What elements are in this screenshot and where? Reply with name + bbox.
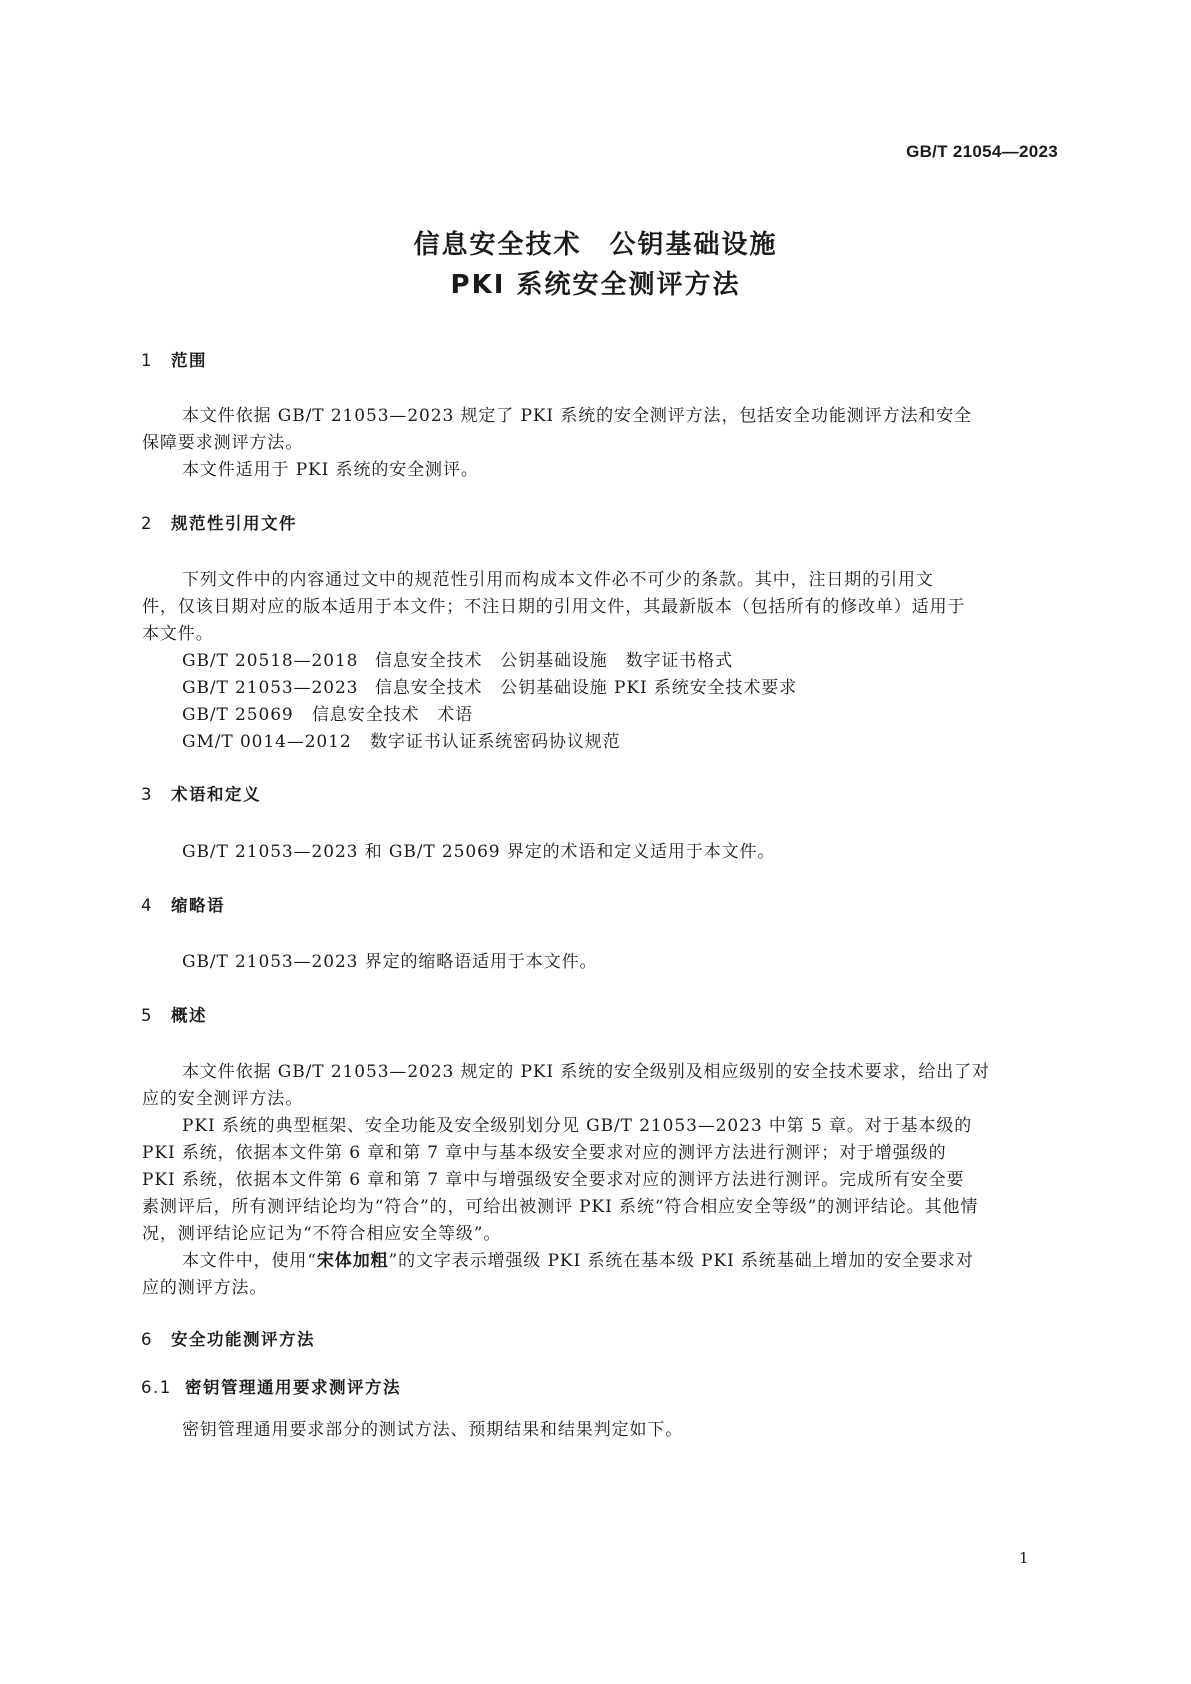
section-title: 术语和定义 [171, 785, 261, 804]
paragraph-line [182, 1246, 974, 1271]
reference-code: GM/T 0014—2012 [182, 732, 352, 752]
normative-reference [182, 646, 733, 671]
reference-code: GB/T 20518—2018 [182, 651, 359, 671]
section-title: 概述 [171, 1006, 207, 1025]
paragraph-line: PKI 系统，依据本文件第 6 章和第 7 章中与基本级安全要求对应的测评方法进行测评；对于增强级的 [142, 1143, 947, 1163]
paragraph-line: PKI 系统的典型框架、安全功能及安全级别划分见 GB/T 21053—2023 中第 5 章。对于基本级的 [182, 1116, 973, 1136]
paragraph-line: 密钥管理通用要求部分的测试方法、预期结果和结果判定如下。 [182, 1420, 684, 1440]
section-4-heading [141, 892, 225, 916]
section-number: 3 [141, 785, 153, 804]
paragraph-line: 保障要求测评方法。 [142, 433, 304, 453]
paragraph-line: 素测评后，所有测评结论均为“符合”的，可给出被测评 PKI 系统“符合相应安全等级”的测评结论。其他情 [142, 1197, 979, 1217]
bold-text-run: 宋体加粗 [316, 1251, 389, 1271]
paragraph-line: 下列文件中的内容通过文中的规范性引用而构成本文件必不可少的条款。其中，注日期的引用文 [182, 570, 934, 590]
document-title-line2: PKI 系统安全测评方法 [450, 270, 741, 300]
normative-reference [182, 700, 473, 725]
section-number: 2 [141, 514, 153, 533]
paragraph-line: GB/T 21053—2023 界定的缩略语适用于本文件。 [182, 952, 598, 972]
normative-reference [182, 727, 621, 752]
section-title: 缩略语 [171, 896, 225, 915]
paragraph-line: 本文件依据 GB/T 21053—2023 规定的 PKI 系统的安全级别及相应级别的安全技术要求，给出了对 [182, 1062, 990, 1082]
paragraph-line: 本文件。 [142, 624, 214, 644]
section-title: 范围 [171, 351, 207, 370]
text-run: ”的文字表示增强级 PKI 系统在基本级 PKI 系统基础上增加的安全要求对 [388, 1251, 974, 1271]
section-number: 6 [141, 1330, 153, 1349]
reference-code: GB/T 25069 [182, 705, 294, 725]
paragraph-line: GB/T 21053—2023 和 GB/T 25069 界定的术语和定义适用于本文件。 [182, 842, 776, 862]
section-1-heading [141, 347, 207, 371]
subsection-number: 6.1 [141, 1378, 172, 1397]
section-3-heading [141, 781, 261, 805]
normative-reference [182, 673, 797, 698]
paragraph-line: 本文件适用于 PKI 系统的安全测评。 [182, 460, 479, 480]
section-6-heading [141, 1326, 315, 1350]
section-5-heading [141, 1002, 207, 1026]
subsection-6-1-heading [141, 1374, 401, 1398]
standard-number: GB/T 21054—2023 [906, 142, 1058, 161]
reference-title: 信息安全技术 公钥基础设施 PKI 系统安全技术要求 [375, 678, 798, 698]
reference-title: 信息安全技术 公钥基础设施 数字证书格式 [375, 651, 733, 671]
paragraph-line: 况，测评结论应记为“不符合相应安全等级”。 [142, 1224, 502, 1244]
section-2-heading [141, 510, 297, 534]
paragraph-line: 本文件依据 GB/T 21053—2023 规定了 PKI 系统的安全测评方法，包括安全功能测评方法和安全 [182, 406, 973, 426]
section-title: 安全功能测评方法 [171, 1330, 315, 1349]
reference-title: 信息安全技术 术语 [312, 705, 474, 725]
subsection-title: 密钥管理通用要求测评方法 [185, 1378, 401, 1397]
section-title: 规范性引用文件 [171, 514, 297, 533]
paragraph-line: 应的安全测评方法。 [142, 1089, 304, 1109]
section-number: 4 [141, 896, 153, 915]
page-number: 1 [1019, 1549, 1029, 1567]
section-number: 5 [141, 1006, 153, 1025]
text-run: 本文件中，使用“ [182, 1251, 317, 1271]
paragraph-line: 件，仅该日期对应的版本适用于本文件；不注日期的引用文件，其最新版本（包括所有的修改单）适用于 [142, 597, 966, 617]
section-number: 1 [141, 351, 153, 370]
document-title-line1: 信息安全技术 公钥基础设施 [413, 230, 778, 260]
reference-code: GB/T 21053—2023 [182, 678, 359, 698]
paragraph-line: 应的测评方法。 [142, 1278, 268, 1298]
reference-title: 数字证书认证系统密码协议规范 [370, 732, 621, 752]
paragraph-line: PKI 系统，依据本文件第 6 章和第 7 章中与增强级安全要求对应的测评方法进行测评。完成所有安全要 [142, 1170, 965, 1190]
